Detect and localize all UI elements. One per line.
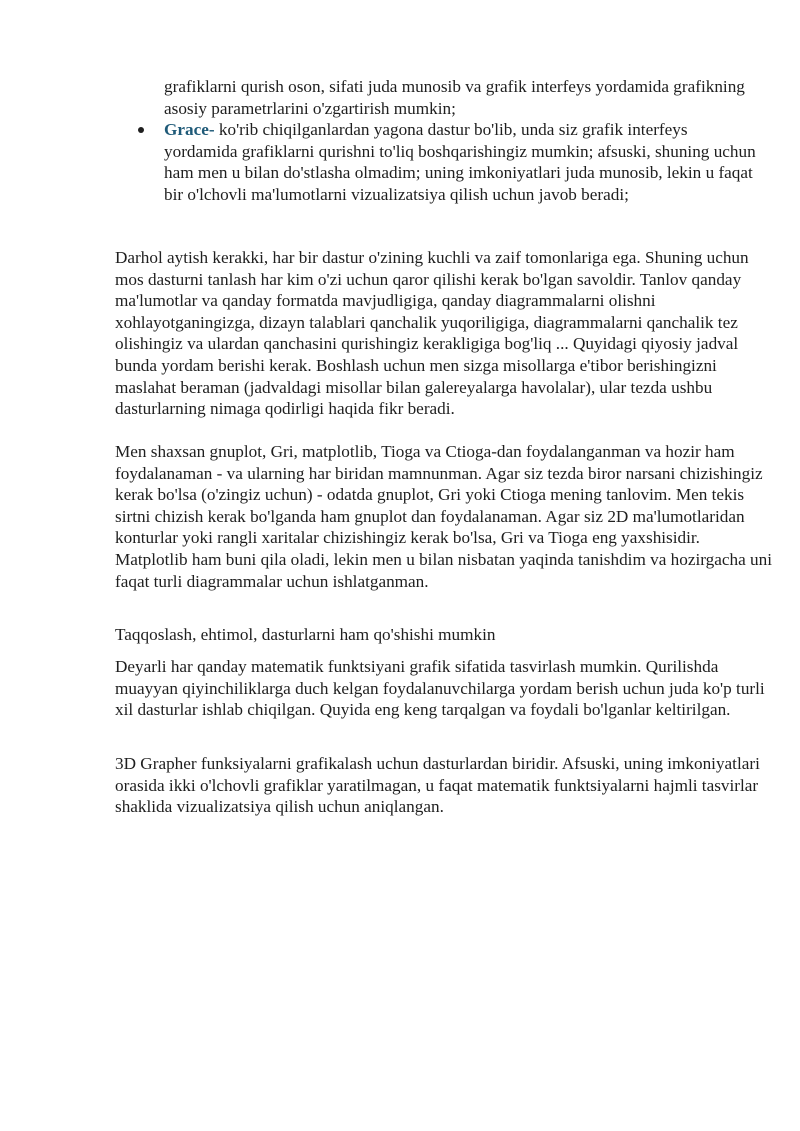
list-item-continuation: grafiklarni qurish oson, sifati juda munosib va grafik interfeys yordamida grafikning asosiy parametrlarini o'zgartirish mumkin; <box>164 77 745 118</box>
list-item-term: Grace- <box>164 120 215 139</box>
paragraph-program-choice: Darhol aytish kerakki, har bir dastur o'zining kuchli va zaif tomonlariga ega. Shuning uchun mos dasturni tanlash har kim o'zi uchun qaror qilishi kerak bo'lgan savoldir. Tanlov qanday ma'lumotlar va qanday formatda mavjudligiga, qanday diagrammalarni olishni xohlayotganingizga, dizayn talablari qanchalik yuqoriligiga, diagrammalarni qanchalik tez olishingiz va ulardan qanchasini qurishingiz kerakligiga bog'liq ... Quyidagi qiyosiy jadval bunda yordam berishi kerak. Boshlash uchun men sizga misollarga e'tibor berishingizni maslahat beraman (jadvaldagi misollar bilan galereyalarga havolalar), ular tezda ushbu dasturlarning nimaga qodirligi haqida fikr beradi. <box>115 248 749 419</box>
paragraph-function-graphing: Deyarli har qanday matematik funktsiyani grafik sifatida tasvirlash mumkin. Qurilishda muayyan qiyinchiliklarga duch kelgan foydalanuvchilarga yordam berish uchun juda ko'p turli xil dasturlar ishlab chiqilgan. Quyida eng keng tarqalgan va foydali bo'lganlar keltirilgan. <box>115 657 765 720</box>
paragraph-3d-grapher: 3D Grapher funksiyalarni grafikalash uchun dasturlardan biridir. Afsuski, uning imkoniyatlari orasida ikki o'lchovli grafiklar yaratilmagan, u faqat matematik funktsiyalarni hajmli tasvirlar shaklida vizualizatsiya qilish uchun aniqlangan. <box>115 754 760 817</box>
list-item-grace <box>164 119 764 205</box>
paragraph-comparison-note: Taqqoslash, ehtimol, dasturlarni ham qo'shishi mumkin <box>115 625 496 644</box>
list-item-text: ko'rib chiqilganlardan yagona dastur bo'lib, unda siz grafik interfeys yordamida grafiklarni qurishni to'liq boshqarishingiz mumkin; afsuski, shuning uchun ham men u bilan do'stlasha olmadim; uning imkoniyatlari juda munosib, lekin u faqat bir o'lchovli ma'lumotlarni vizualizatsiya qilish uchun javob beradi; <box>164 120 756 204</box>
paragraph-personal-experience: Men shaxsan gnuplot, Gri, matplotlib, Tioga va Ctioga-dan foydalanganman va hozir ham foydalanaman - va ularning har biridan mamnunman. Agar siz tezda biror narsani chizishingiz kerak bo'lsa (o'zingiz uchun) - odatda gnuplot, Gri yoki Ctioga mening tanlovim. Men tekis sirtni chizish kerak bo'lganda ham gnuplot dan foydalanaman. Agar siz 2D ma'lumotlaridan konturlar yoki rangli xaritalar chizishingiz kerak bo'lsa, Gri va Tioga eng yaxshisidir. Matplotlib ham buni qila oladi, lekin men u bilan nisbatan yaqinda tanishdim va hozirgacha uni faqat turli diagrammalar uchun ishlatganman. <box>115 442 772 591</box>
bullet-icon <box>138 127 144 133</box>
